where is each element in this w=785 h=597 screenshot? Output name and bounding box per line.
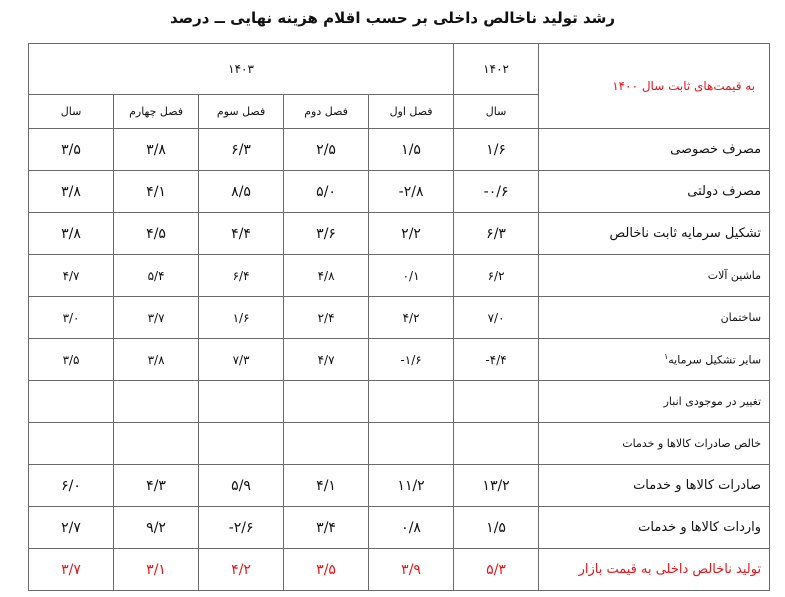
table-cell: ۲/۲: [369, 213, 454, 255]
table-row: [29, 549, 770, 591]
table-cell: ۳/۶: [284, 213, 369, 255]
table-cell: ۱۱/۲: [369, 465, 454, 507]
table-cell: [284, 381, 369, 423]
base-price-label: به قیمت‌های ثابت سال ۱۴۰۰: [539, 44, 770, 129]
table-cell: [284, 423, 369, 465]
table-cell: ۰/۶-: [454, 171, 539, 213]
table-cell: ۳/۷: [29, 549, 114, 591]
table-cell: ۲/۴: [284, 297, 369, 339]
table-row: [29, 423, 770, 465]
table-row: [29, 255, 770, 297]
table-cell: ۷/۳: [199, 339, 284, 381]
table-cell: [114, 423, 199, 465]
row-label-construction: ساختمان: [539, 297, 770, 339]
table-cell: ۳/۷: [114, 297, 199, 339]
table-cell: ۵/۳: [454, 549, 539, 591]
table-cell: ۳/۸: [29, 171, 114, 213]
table-cell: ۲/۵: [284, 129, 369, 171]
table-cell: ۴/۷: [284, 339, 369, 381]
table-row: [29, 465, 770, 507]
table-cell: ۴/۳: [114, 465, 199, 507]
table-cell: ۴/۵: [114, 213, 199, 255]
year-1403-header: ۱۴۰۳: [29, 44, 454, 95]
table-cell: ۱/۵: [454, 507, 539, 549]
table-cell: ۳/۵: [284, 549, 369, 591]
year-1402-header: ۱۴۰۲: [454, 44, 539, 95]
row-label-net-exports: خالص صادرات کالاها و خدمات: [539, 423, 770, 465]
col-q3: فصل سوم: [199, 95, 284, 129]
table-cell: ۴/۴-: [454, 339, 539, 381]
other-capital-label-text: سایر تشکیل سرمایه: [668, 353, 762, 367]
row-label-machinery: ماشین آلات: [539, 255, 770, 297]
row-label-inventory-change: تغییر در موجودی انبار: [539, 381, 770, 423]
table-row: [29, 171, 770, 213]
table-cell: ۵/۹: [199, 465, 284, 507]
row-label-gdp-market-price: تولید ناخالص داخلی به قیمت بازار: [539, 549, 770, 591]
col-1402-year: سال: [454, 95, 539, 129]
table-cell: ۶/۳: [454, 213, 539, 255]
table-cell: ۴/۸: [284, 255, 369, 297]
table-cell: [29, 423, 114, 465]
table-cell: [454, 423, 539, 465]
table-cell: ۶/۳: [199, 129, 284, 171]
col-q4: فصل چهارم: [114, 95, 199, 129]
row-label-private-consumption: مصرف خصوصی: [539, 129, 770, 171]
row-label-exports: صادرات کالاها و خدمات: [539, 465, 770, 507]
page-title: رشد تولید ناخالص داخلی بر حسب اقلام هزینه نهایی ــ درصد: [169, 9, 616, 27]
table-cell: ۲/۷: [29, 507, 114, 549]
table-row: [29, 381, 770, 423]
table-row: [29, 213, 770, 255]
table-cell: ۳/۴: [284, 507, 369, 549]
table-cell: ۱/۶-: [369, 339, 454, 381]
table-cell: ۲/۸-: [369, 171, 454, 213]
row-label-gross-fixed-capital: تشکیل سرمایه ثابت ناخالص: [539, 213, 770, 255]
table-cell: ۳/۵: [29, 129, 114, 171]
table-cell: ۶/۴: [199, 255, 284, 297]
table-cell: [454, 381, 539, 423]
table-row: [29, 507, 770, 549]
table-cell: ۵/۴: [114, 255, 199, 297]
table-cell: ۳/۸: [114, 129, 199, 171]
table-cell: ۴/۱: [284, 465, 369, 507]
table-cell: [114, 381, 199, 423]
table-cell: ۰/۱: [369, 255, 454, 297]
table-cell: ۱/۶: [199, 297, 284, 339]
table-cell: ۶/۰: [29, 465, 114, 507]
footnote-marker: ۱: [663, 352, 669, 362]
table-cell: ۴/۲: [369, 297, 454, 339]
table-cell: ۴/۱: [114, 171, 199, 213]
table-cell: ۸/۵: [199, 171, 284, 213]
table-cell: [369, 423, 454, 465]
table-cell: ۳/۸: [114, 339, 199, 381]
table-cell: ۱/۵: [369, 129, 454, 171]
table-cell: ۶/۲: [454, 255, 539, 297]
table-cell: ۳/۰: [29, 297, 114, 339]
col-q2: فصل دوم: [284, 95, 369, 129]
table-cell: ۴/۷: [29, 255, 114, 297]
table-cell: [199, 423, 284, 465]
table-cell: ۴/۲: [199, 549, 284, 591]
col-q1: فصل اول: [369, 95, 454, 129]
table-cell: ۳/۱: [114, 549, 199, 591]
col-1403-year: سال: [29, 95, 114, 129]
table-cell: [29, 381, 114, 423]
row-label-imports: واردات کالاها و خدمات: [539, 507, 770, 549]
table-row: [29, 297, 770, 339]
row-label-government-consumption: مصرف دولتی: [539, 171, 770, 213]
table-cell: ۳/۵: [29, 339, 114, 381]
table-cell: [199, 381, 284, 423]
table-cell: ۳/۸: [29, 213, 114, 255]
table-cell: ۴/۴: [199, 213, 284, 255]
table-cell: ۲/۶-: [199, 507, 284, 549]
row-label-other-capital: [539, 339, 770, 381]
table-cell: ۱/۶: [454, 129, 539, 171]
table-cell: ۰/۸: [369, 507, 454, 549]
table-row: [29, 339, 770, 381]
table-cell: [369, 381, 454, 423]
table-cell: ۷/۰: [454, 297, 539, 339]
table-row: [29, 129, 770, 171]
table-cell: ۱۳/۲: [454, 465, 539, 507]
gdp-growth-table: [28, 43, 770, 591]
table-cell: ۹/۲: [114, 507, 199, 549]
table-cell: ۵/۰: [284, 171, 369, 213]
table-cell: ۳/۹: [369, 549, 454, 591]
